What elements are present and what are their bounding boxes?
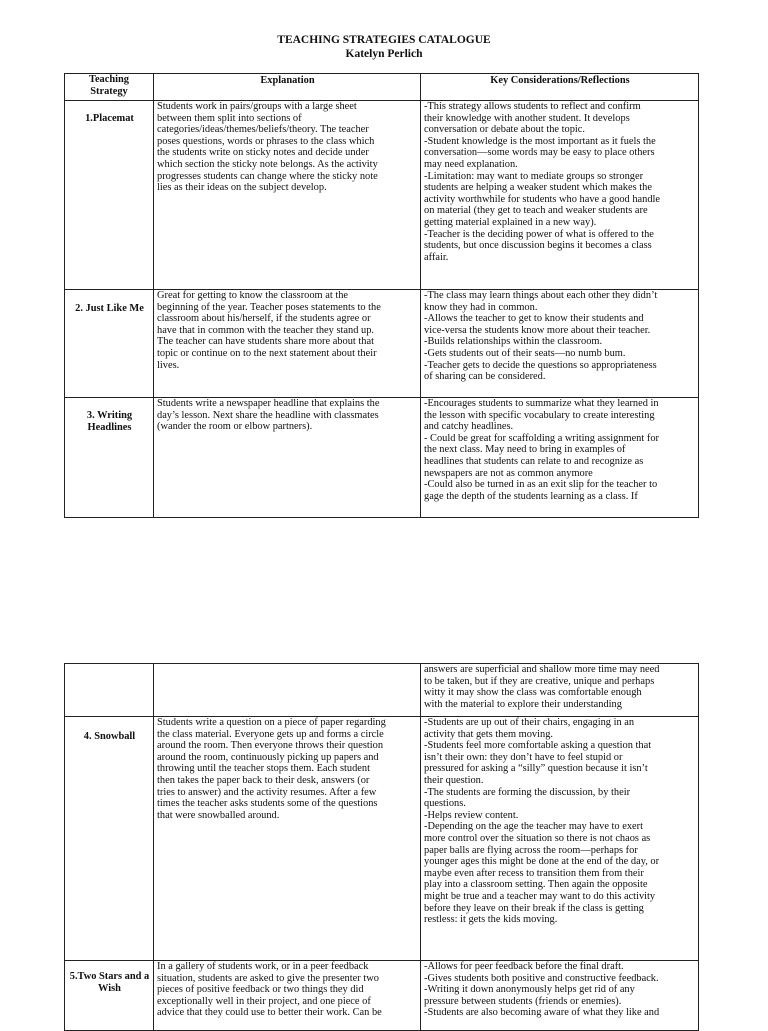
- considerations-cell: [421, 961, 699, 1031]
- text-line: -The class may learn things about each other they didn’t: [424, 290, 658, 301]
- text-line: categories/ideas/themes/beliefs/theory. The teacher: [157, 124, 369, 136]
- text-line: exceptionally well in their project, and one piece of: [157, 995, 371, 1007]
- table-row: [65, 961, 699, 1031]
- strategy-name: 2. Just Like Me: [65, 290, 154, 398]
- text-line: - Could be great for scaffolding a writing assignment for: [424, 432, 659, 444]
- strategy-name: 3. Writing Headlines: [65, 398, 154, 518]
- text-line: maybe even after recess to transition them from their: [424, 867, 644, 879]
- text-line: Great for getting to know the classroom at the: [157, 290, 349, 301]
- text-line: -Limitation: may want to mediate groups so stronger: [424, 170, 644, 182]
- text-line: tries to answer) and the activity resumes. After a few: [157, 786, 377, 798]
- text-line: to be taken, but if they are creative, unique and perhaps: [424, 675, 655, 687]
- text-line: -Gets students out of their seats—no numb bum.: [424, 347, 626, 359]
- text-line: pressure between students (friends or enemies).: [424, 995, 622, 1007]
- text-line: situation, students are asked to give the presenter two: [157, 972, 379, 984]
- strategy-name: 4. Snowball: [65, 717, 154, 961]
- text-line: conversation or debate about the topic.: [424, 124, 585, 136]
- table-row: [65, 664, 699, 717]
- text-line: that were snowballed around.: [157, 809, 280, 821]
- text-line: have that in common with the teacher they stand up.: [157, 324, 374, 336]
- text-line: -Could also be turned in as an exit slip for the teacher to: [424, 479, 658, 491]
- text-line: Students write a newspaper headline that explains the: [157, 398, 380, 409]
- header-explanation: Explanation: [154, 74, 421, 101]
- text-line: vice-versa the students know more about their teacher.: [424, 324, 651, 336]
- text-line: -Depending on the age the teacher may have to exert: [424, 821, 643, 833]
- text-line: know they had in common.: [424, 301, 538, 313]
- text-line: -Helps review content.: [424, 809, 519, 821]
- header-teaching-strategy: Teaching Strategy: [65, 74, 154, 101]
- text-line: In a gallery of students work, or in a peer feedback: [157, 961, 369, 972]
- text-line: isn’t their own: they don’t have to feel stupid or: [424, 751, 623, 763]
- text-line: pieces of positive feedback or two things they did: [157, 984, 364, 996]
- considerations-cell: [421, 290, 699, 398]
- text-line: the lesson with specific vocabulary to create interesting: [424, 409, 655, 421]
- text-line: paper balls are flying across the room—perhaps for: [424, 844, 638, 856]
- text-line: Students work in pairs/groups with a large sheet: [157, 101, 357, 112]
- explanation-cell: [154, 398, 421, 518]
- text-line: their question.: [424, 774, 484, 786]
- text-line: -Teacher is the deciding power of what is offered to the: [424, 228, 654, 240]
- text-line: younger ages this might be done at the end of the day, or: [424, 856, 660, 868]
- text-line: throwing until the teacher stops them. Each student: [157, 763, 370, 775]
- considerations-cell: [421, 664, 699, 717]
- strategies-table: [64, 73, 699, 518]
- text-line: and catchy headlines.: [424, 421, 514, 433]
- text-line: -Students feel more comfortable asking a question that: [424, 740, 652, 752]
- text-line: -Gives students both positive and constructive feedback.: [424, 972, 659, 984]
- text-line: then takes the paper back to their desk, answers (or: [157, 774, 370, 786]
- text-line: around the room. Then everyone throws their question: [157, 740, 384, 752]
- text-line: restless: it gets the kids moving.: [424, 914, 558, 926]
- text-line: -Builds relationships within the classroom.: [424, 336, 603, 348]
- text-line: between them split into sections of: [157, 112, 302, 124]
- explanation-cell: [154, 290, 421, 398]
- strategy-name-empty: [65, 664, 154, 717]
- text-line: before they leave on their break if the class is getting: [424, 902, 644, 914]
- text-line: questions.: [424, 798, 466, 810]
- text-line: gage the depth of the students learning as a class. If: [424, 490, 638, 502]
- document-header: [0, 33, 768, 61]
- considerations-cell: [421, 717, 699, 961]
- text-line: -Student knowledge is the most important as it fuels the: [424, 135, 656, 147]
- text-line: their knowledge with another student. It develops: [424, 112, 630, 124]
- table-row: [65, 398, 699, 518]
- explanation-cell: [154, 961, 421, 1031]
- text-line: -Allows the teacher to get to know their students and: [424, 313, 644, 325]
- text-line: headlines that students can relate to and recognize as: [424, 455, 644, 467]
- text-line: students are helping a weaker student which makes the: [424, 182, 652, 194]
- text-line: may need explanation.: [424, 158, 518, 170]
- text-line: the next class. May need to bring in examples of: [424, 444, 626, 456]
- text-line: (wander the room or elbow partners).: [157, 421, 313, 433]
- text-line: pressured for asking a “silly” question because it isn’t: [424, 763, 648, 775]
- text-line: newspapers are not as common anymore: [424, 467, 593, 479]
- text-line: conversation—some words may be easy to place others: [424, 147, 655, 159]
- strategy-name: 1.Placemat: [65, 101, 154, 290]
- text-line: lies as their ideas on the subject develop.: [157, 182, 327, 194]
- text-line: activity worthwhile for students who have a good handle: [424, 193, 661, 205]
- text-line: witty it may show the class was comfortable enough: [424, 687, 642, 699]
- text-line: the students write on sticky notes and decide under: [157, 147, 369, 159]
- text-line: Students write a question on a piece of paper regarding: [157, 717, 386, 728]
- text-line: -This strategy allows students to reflect and confirm: [424, 101, 641, 112]
- document-author: Katelyn Perlich: [345, 48, 423, 60]
- text-line: which section the sticky note belongs. As the activity: [157, 158, 378, 170]
- text-line: the class material. Everyone gets up and forms a circle: [157, 728, 384, 740]
- text-line: on material (they get to teach and weaker students are: [424, 205, 648, 217]
- text-line: progresses students can change where the sticky note: [157, 170, 378, 182]
- text-line: classroom about his/herself, if the students agree or: [157, 313, 371, 325]
- text-line: of sharing can be considered.: [424, 371, 546, 383]
- explanation-cell: [154, 101, 421, 290]
- text-line: -Students are up out of their chairs, engaging in an: [424, 717, 635, 728]
- text-line: -The students are forming the discussion, by their: [424, 786, 631, 798]
- text-line: getting material explained in a new way).: [424, 216, 597, 228]
- text-line: students, but once discussion begins it becomes a class: [424, 240, 652, 252]
- table-row: [65, 290, 699, 398]
- document-title: TEACHING STRATEGIES CATALOGUE: [277, 34, 491, 46]
- text-line: beginning of the year. Teacher poses statements to the: [157, 301, 381, 313]
- text-line: The teacher can have students share more about that: [157, 336, 374, 348]
- text-line: more control over the situation so there is not chaos as: [424, 832, 651, 844]
- considerations-cell: [421, 101, 699, 290]
- text-line: answers are superficial and shallow more time may need: [424, 664, 660, 675]
- text-line: -Writing it down anonymously helps get rid of any: [424, 984, 635, 996]
- table-row: [65, 717, 699, 961]
- text-line: topic or continue on to the next statement about their: [157, 347, 377, 359]
- text-line: times the teacher asks students some of the questions: [157, 798, 378, 810]
- text-line: with the material to explore their understanding: [424, 698, 622, 710]
- text-line: advice that they could use to better their work. Can be: [157, 1007, 382, 1019]
- text-line: -Allows for peer feedback before the final draft.: [424, 961, 624, 972]
- table-row: [65, 101, 699, 290]
- text-line: affair.: [424, 251, 449, 263]
- text-line: day’s lesson. Next share the headline with classmates: [157, 409, 379, 421]
- explanation-cell-empty: [154, 664, 421, 717]
- strategies-table-continued: [64, 663, 699, 1031]
- header-considerations: Key Considerations/Reflections: [421, 74, 699, 101]
- table-header-row: [65, 74, 699, 101]
- text-line: -Teacher gets to decide the questions so appropriateness: [424, 359, 657, 371]
- strategy-name: 5.Two Stars and a Wish: [65, 961, 154, 1031]
- text-line: activity that gets them moving.: [424, 728, 553, 740]
- considerations-cell: [421, 398, 699, 518]
- text-line: -Students are also becoming aware of what they like and: [424, 1007, 660, 1019]
- text-line: play into a classroom setting. Then again the opposite: [424, 879, 648, 891]
- text-line: might be true and a teacher may want to do this activity: [424, 890, 656, 902]
- explanation-cell: [154, 717, 421, 961]
- text-line: lives.: [157, 359, 180, 371]
- text-line: around the room, continuously picking up papers and: [157, 751, 379, 763]
- text-line: poses questions, words or phrases to the class which: [157, 135, 375, 147]
- text-line: -Encourages students to summarize what they learned in: [424, 398, 659, 409]
